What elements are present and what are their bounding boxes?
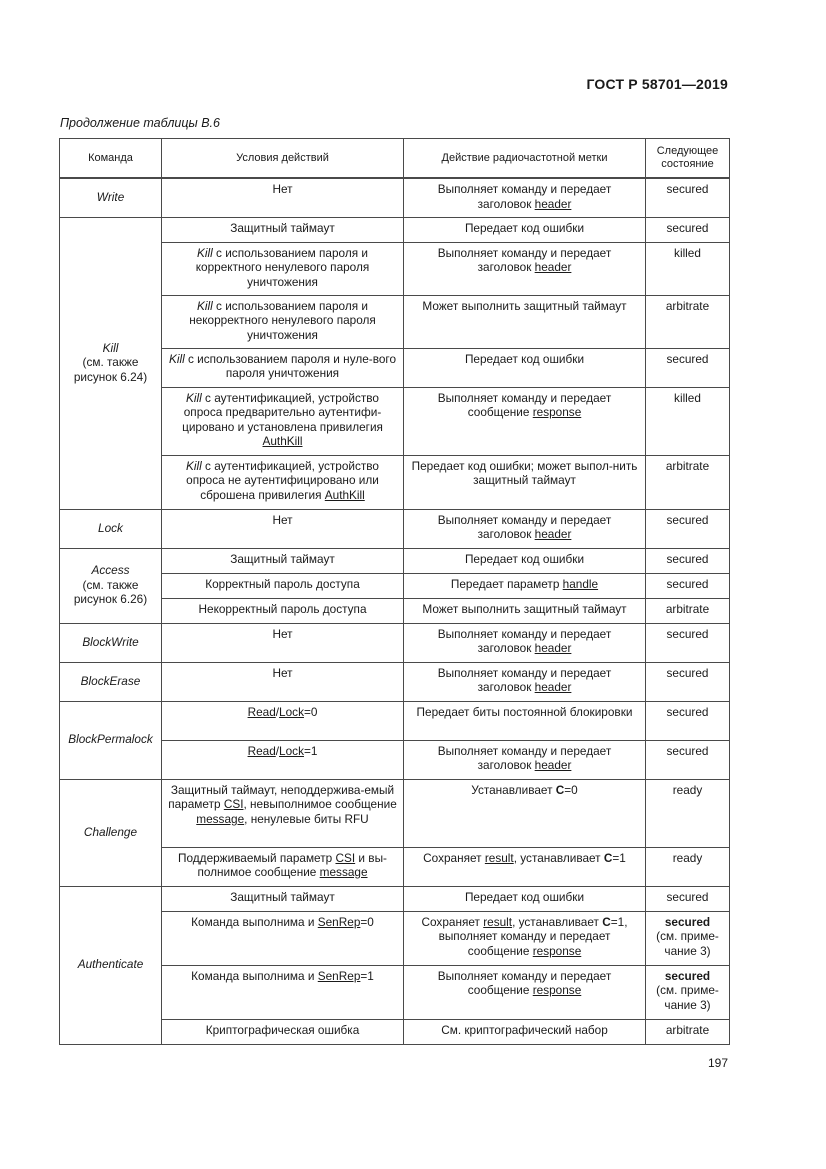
state-cell: secured (см. приме-чание 3) [646, 965, 730, 1019]
action-cell: Передает код ошибки [404, 886, 646, 911]
state-cell: secured [646, 886, 730, 911]
action-cell: Выполняет команду и передает сообщение response [404, 965, 646, 1019]
action-cell: Выполняет команду и передает заголовок header [404, 740, 646, 779]
condition-cell: Read/Lock=1 [162, 740, 404, 779]
action-cell: Передает параметр handle [404, 573, 646, 598]
state-cell: secured [646, 548, 730, 573]
table-row [60, 548, 730, 573]
table-row [60, 701, 730, 740]
command-cell: Lock [60, 509, 162, 548]
table-row [60, 779, 730, 847]
command-cell: Challenge [60, 779, 162, 886]
action-cell: Выполняет команду и передает сообщение response [404, 387, 646, 455]
state-cell: secured [646, 573, 730, 598]
condition-cell: Корректный пароль доступа [162, 573, 404, 598]
state-cell: secured [646, 623, 730, 662]
condition-cell: Защитный таймаут [162, 217, 404, 242]
command-cell: BlockErase [60, 662, 162, 701]
table-row [60, 509, 730, 548]
action-cell: Выполняет команду и передает заголовок header [404, 178, 646, 217]
state-cell: arbitrate [646, 598, 730, 623]
condition-cell: Команда выполнима и SenRep=0 [162, 911, 404, 965]
condition-cell: Команда выполнима и SenRep=1 [162, 965, 404, 1019]
state-cell: killed [646, 242, 730, 295]
state-cell: secured [646, 178, 730, 217]
action-cell: Может выполнить защитный таймаут [404, 598, 646, 623]
col-header-command: Команда [60, 139, 162, 179]
action-cell: Устанавливает C=0 [404, 779, 646, 847]
state-cell: arbitrate [646, 295, 730, 348]
condition-cell: Kill с аутентификацией, устройство опроса не аутентифицировано или сброшена привилегия AuthKill [162, 455, 404, 509]
condition-cell: Kill с использованием пароля и нуле-вого пароля уничтожения [162, 348, 404, 387]
command-cell: BlockPermalock [60, 701, 162, 779]
state-cell: secured [646, 348, 730, 387]
condition-cell: Поддерживаемый параметр CSI и вы-полнимое сообщение message [162, 847, 404, 886]
condition-cell: Нет [162, 509, 404, 548]
action-cell: Передает код ошибки; может выпол-нить защитный таймаут [404, 455, 646, 509]
condition-cell: Защитный таймаут, неподдержива-емый параметр CSI, невыполнимое сообщение message, ненулевые биты RFU [162, 779, 404, 847]
table-row [60, 217, 730, 242]
table-row [60, 662, 730, 701]
action-cell: Сохраняет result, устанавливает C=1 [404, 847, 646, 886]
action-cell: Выполняет команду и передает заголовок header [404, 509, 646, 548]
state-cell: secured [646, 662, 730, 701]
action-cell: Сохраняет result, устанавливает C=1, выполняет команду и передает сообщение response [404, 911, 646, 965]
state-cell: secured [646, 509, 730, 548]
action-cell: Передает код ошибки [404, 348, 646, 387]
command-cell: Kill (см. также рисунок 6.24) [60, 217, 162, 509]
state-cell: secured [646, 701, 730, 740]
state-cell: secured [646, 217, 730, 242]
condition-cell: Kill с использованием пароля и корректного ненулевого пароля уничтожения [162, 242, 404, 295]
command-cell: Authenticate [60, 886, 162, 1044]
condition-cell: Нет [162, 178, 404, 217]
action-cell: Выполняет команду и передает заголовок header [404, 623, 646, 662]
condition-cell: Read/Lock=0 [162, 701, 404, 740]
action-cell: Может выполнить защитный таймаут [404, 295, 646, 348]
table-row [60, 178, 730, 217]
command-cell: BlockWrite [60, 623, 162, 662]
table-row [60, 886, 730, 911]
document-code: ГОСТ Р 58701—2019 [586, 76, 728, 92]
condition-cell: Нет [162, 662, 404, 701]
state-cell: arbitrate [646, 455, 730, 509]
table-row [60, 623, 730, 662]
command-cell: Access (см. также рисунок 6.26) [60, 548, 162, 623]
commands-table [59, 138, 730, 1045]
condition-cell: Kill с аутентификацией, устройство опроса предварительно аутентифи-цировано и установлена привилегия AuthKill [162, 387, 404, 455]
state-cell: ready [646, 847, 730, 886]
condition-cell: Защитный таймаут [162, 886, 404, 911]
col-header-conditions: Условия действий [162, 139, 404, 179]
condition-cell: Нет [162, 623, 404, 662]
table-caption: Продолжение таблицы В.6 [60, 116, 220, 130]
action-cell: Выполняет команду и передает заголовок header [404, 242, 646, 295]
command-cell: Write [60, 178, 162, 217]
state-cell: ready [646, 779, 730, 847]
table-header-row [60, 139, 730, 179]
condition-cell: Криптографическая ошибка [162, 1019, 404, 1044]
condition-cell: Защитный таймаут [162, 548, 404, 573]
action-cell: Передает код ошибки [404, 217, 646, 242]
action-cell: Передает биты постоянной блокировки [404, 701, 646, 740]
action-cell: См. криптографический набор [404, 1019, 646, 1044]
col-header-action: Действие радиочастотной метки [404, 139, 646, 179]
action-cell: Выполняет команду и передает заголовок header [404, 662, 646, 701]
condition-cell: Некорректный пароль доступа [162, 598, 404, 623]
state-cell: killed [646, 387, 730, 455]
page-number: 197 [707, 1056, 728, 1070]
state-cell: secured (см. приме-чание 3) [646, 911, 730, 965]
state-cell: arbitrate [646, 1019, 730, 1044]
action-cell: Передает код ошибки [404, 548, 646, 573]
state-cell: secured [646, 740, 730, 779]
condition-cell: Kill с использованием пароля и некорректного ненулевого пароля уничтожения [162, 295, 404, 348]
col-header-next-state: Следующее состояние [646, 139, 730, 179]
